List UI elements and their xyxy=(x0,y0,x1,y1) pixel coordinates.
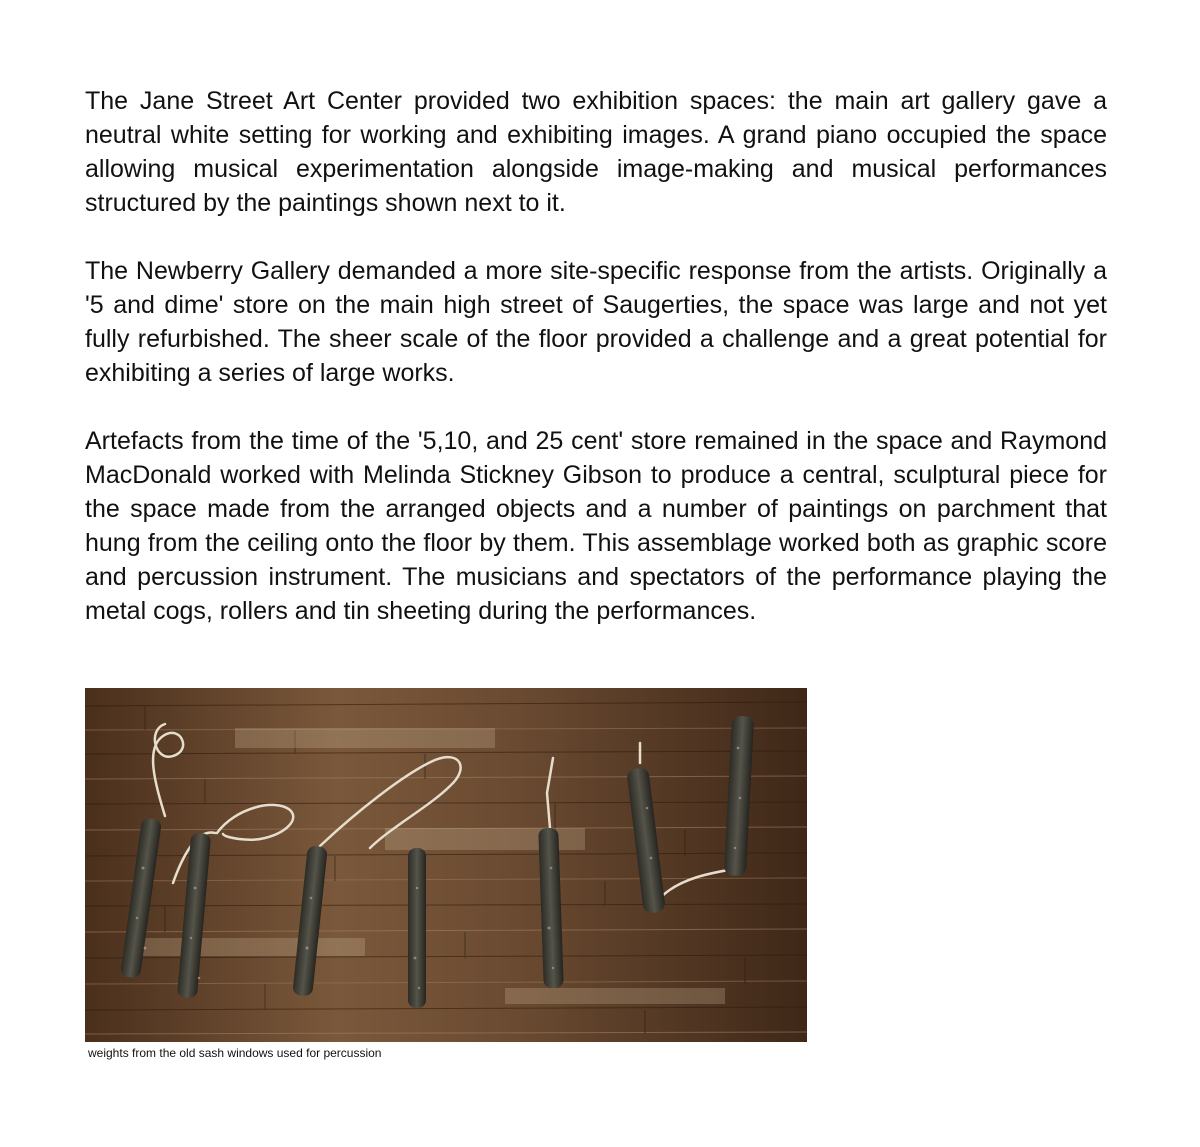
paragraph-jane-street: The Jane Street Art Center provided two exhibition spaces: the main art gallery gave a neutral white setting for working and exhibiting images. A grand piano occupied the space allowing musical experimentation alongside image-making and musical performances structured by the paintings shown next to it. xyxy=(85,87,1107,217)
article-text xyxy=(85,84,1107,662)
sash-weights-photo xyxy=(85,688,807,1042)
paragraph-newberry-gallery: The Newberry Gallery demanded a more site-specific response from the artists. Originally a '5 and dime' store on the main high street of Saugerties, the space was large and not yet fully refurbished. The sheer scale of the floor provided a challenge and a great potential for exhibiting a series of large works. xyxy=(85,257,1107,387)
paragraph-artefacts: Artefacts from the time of the '5,10, and 25 cent' store remained in the space and Raymond MacDonald worked with Melinda Stickney Gibson to produce a central, sculptural piece for the space made from the arranged objects and a number of paintings on parchment that hung from the ceiling onto the floor by them. This assemblage worked both as graphic score and percussion instrument. The musicians and spectators of the performance playing the metal cogs, rollers and tin sheeting during the performances. xyxy=(85,427,1107,625)
sash-weight xyxy=(408,848,426,1008)
photo-caption: weights from the old sash windows used for percussion xyxy=(88,1046,382,1060)
